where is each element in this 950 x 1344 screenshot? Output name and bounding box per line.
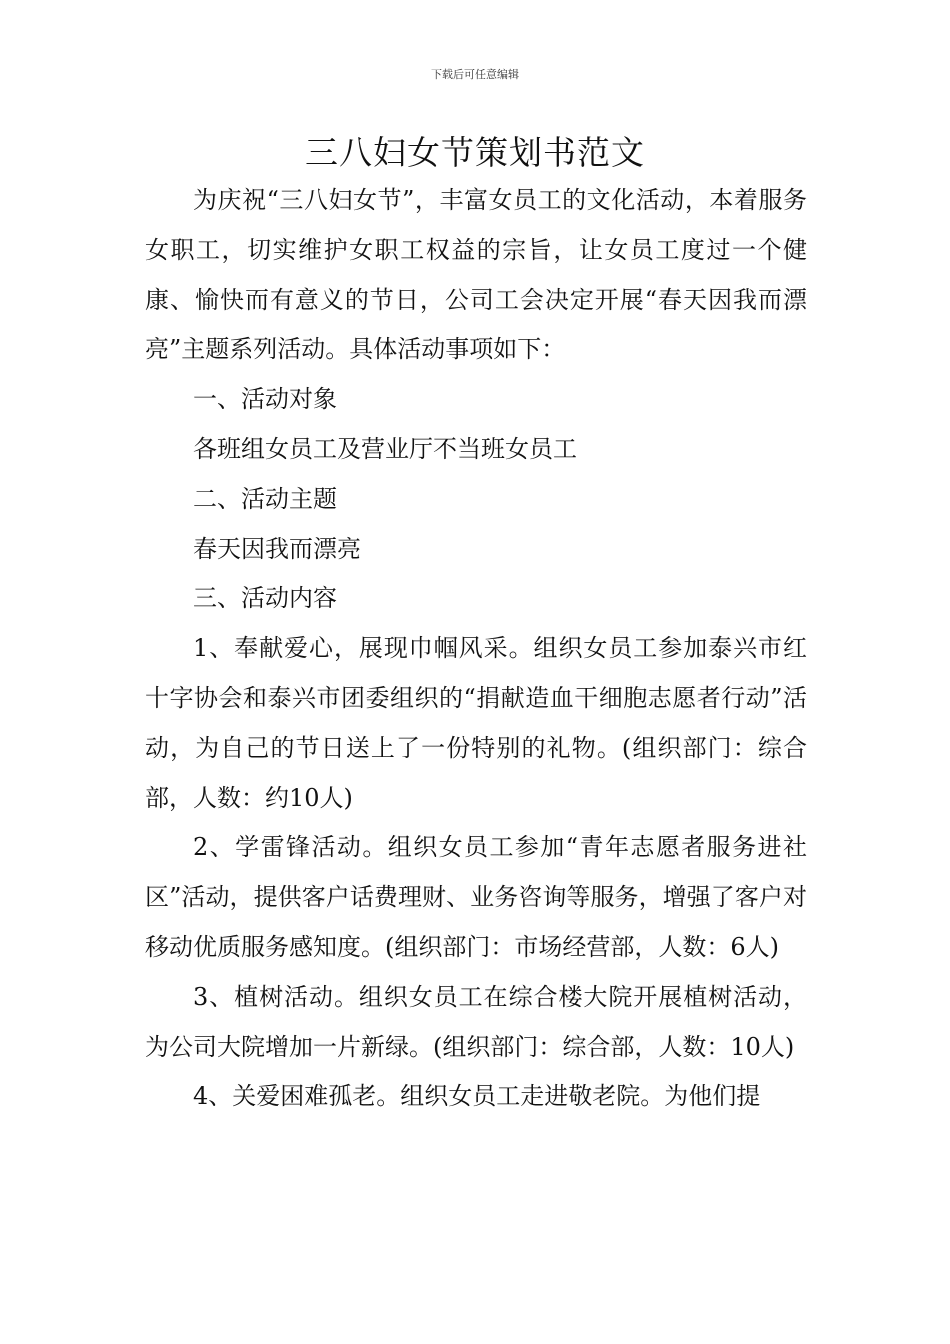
activity-item-1: 1、奉献爱心，展现巾帼风采。组织女员工参加泰兴市红十字协会和泰兴市团委组织的“捐献造血干细胞志愿者行动”活动，为自己的节日送上了一份特别的礼物。(组织部门：综合部，人数：约10人) [145, 634, 807, 812]
section-text-theme: 春天因我而漂亮 [193, 534, 361, 563]
document-title: 三八妇女节策划书范文 [305, 133, 645, 172]
section-heading-target: 一、活动对象 [193, 385, 337, 414]
document-body [145, 176, 807, 1122]
section-heading-content: 三、活动内容 [193, 584, 337, 613]
section-heading-theme: 二、活动主题 [193, 484, 337, 513]
activity-item-4: 4、关爱困难孤老。组织女员工走进敬老院。为他们提 [193, 1082, 761, 1111]
activity-item-3: 3、植树活动。组织女员工在综合楼大院开展植树活动，为公司大院增加一片新绿。(组织部门：综合部，人数：10人) [145, 982, 807, 1061]
page-header-note: 下载后可任意编辑 [431, 68, 519, 81]
section-text-target: 各班组女员工及营业厅不当班女员工 [193, 434, 577, 463]
intro-paragraph: 为庆祝“三八妇女节”，丰富女员工的文化活动，本着服务女职工，切实维护女职工权益的宗旨，让女员工度过一个健康、愉快而有意义的节日，公司工会决定开展“春天因我而漂亮”主题系列活动。具体活动事项如下： [145, 186, 807, 364]
activity-item-2: 2、学雷锋活动。组织女员工参加“青年志愿者服务进社区”活动，提供客户话费理财、业务咨询等服务，增强了客户对移动优质服务感知度。(组织部门：市场经营部，人数：6人) [145, 833, 807, 961]
